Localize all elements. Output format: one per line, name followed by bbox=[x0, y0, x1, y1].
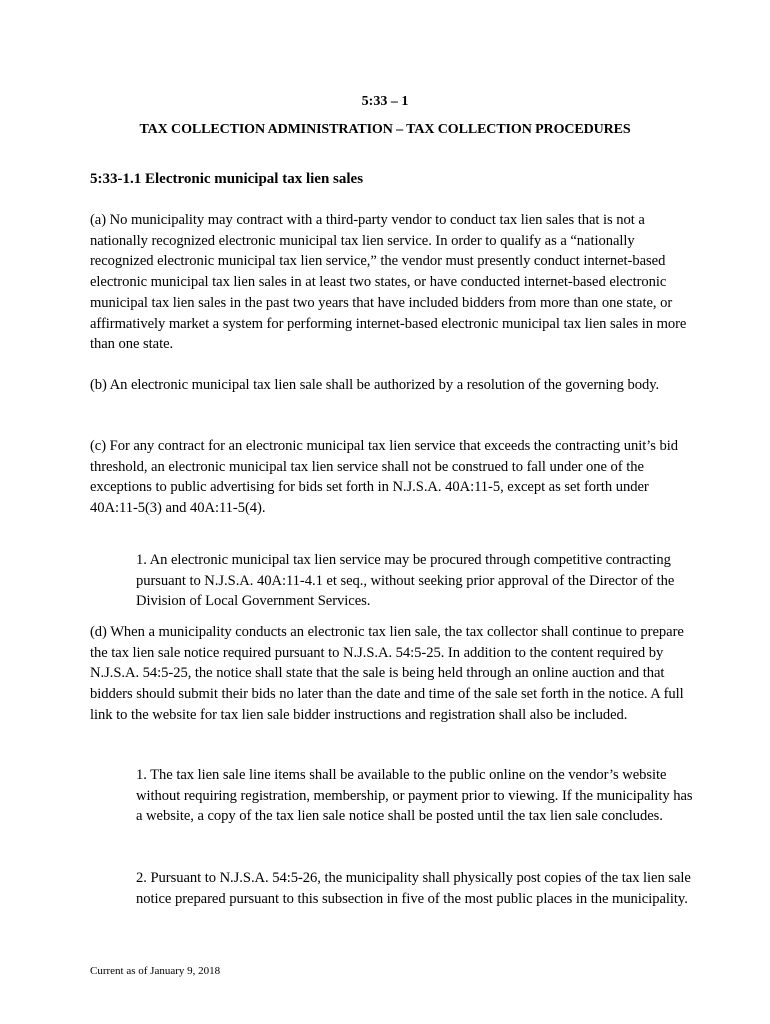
chapter-heading: TAX COLLECTION ADMINISTRATION – TAX COLLECTION PROCEDURES bbox=[139, 122, 631, 137]
paragraph-d-item-2: 2. Pursuant to N.J.S.A. 54:5-26, the municipality shall physically post copies of the tax lien sale notice prepared pursuant to this subsection in five of the most public places in the municipality. bbox=[136, 870, 691, 907]
paragraph-d: (d) When a municipality conducts an electronic tax lien sale, the tax collector shall continue to prepare the tax lien sale notice required pursuant to N.J.S.A. 54:5-25. In addition to the content required by N.J.S.A. 54:5-25, the notice shall state that the sale is being held through an online auction and that bidders should submit their bids no later than the date and time of the sale set forth in the notice. A full link to the website for tax lien sale bidder instructions and registration shall also be included. bbox=[90, 624, 684, 723]
page-number: 5:33 – 1 bbox=[361, 94, 409, 109]
paragraph-b: (b) An electronic municipal tax lien sale shall be authorized by a resolution of the governing body. bbox=[90, 377, 660, 393]
paragraph-d-item-1: 1. The tax lien sale line items shall be available to the public online on the vendor’s website without requiring registration, membership, or payment prior to viewing. If the municipality has a website, a copy of the tax lien sale notice shall be posted until the tax lien sale concludes. bbox=[136, 767, 693, 825]
footer-date: Current as of January 9, 2018 bbox=[90, 965, 221, 977]
paragraph-c-item-1: 1. An electronic municipal tax lien service may be procured through competitive contracting pursuant to N.J.S.A. 40A:11-4.1 et seq., without seeking prior approval of the Director of the Division of Local Government Services. bbox=[136, 552, 675, 610]
paragraph-a: (a) No municipality may contract with a third-party vendor to conduct tax lien sales that is not a nationally recognized electronic municipal tax lien service. In order to qualify as a “nationally recognized electronic municipal tax lien service,” the vendor must presently conduct internet-based electronic municipal tax lien sales in at least two states, or have conducted internet-based electronic municipal tax lien sales in the past two years that have included bidders from more than one state, or affirmatively market a system for performing internet-based electronic municipal tax lien sales in more than one state. bbox=[90, 212, 687, 353]
section-title: 5:33-1.1 Electronic municipal tax lien sales bbox=[90, 171, 364, 187]
paragraph-c: (c) For any contract for an electronic municipal tax lien service that exceeds the contracting unit’s bid threshold, an electronic municipal tax lien service shall not be construed to fall under one of the exceptions to public advertising for bids set forth in N.J.S.A. 40A:11-5, except as set forth under 40A:11-5(3) and 40A:11-5(4). bbox=[90, 438, 678, 517]
